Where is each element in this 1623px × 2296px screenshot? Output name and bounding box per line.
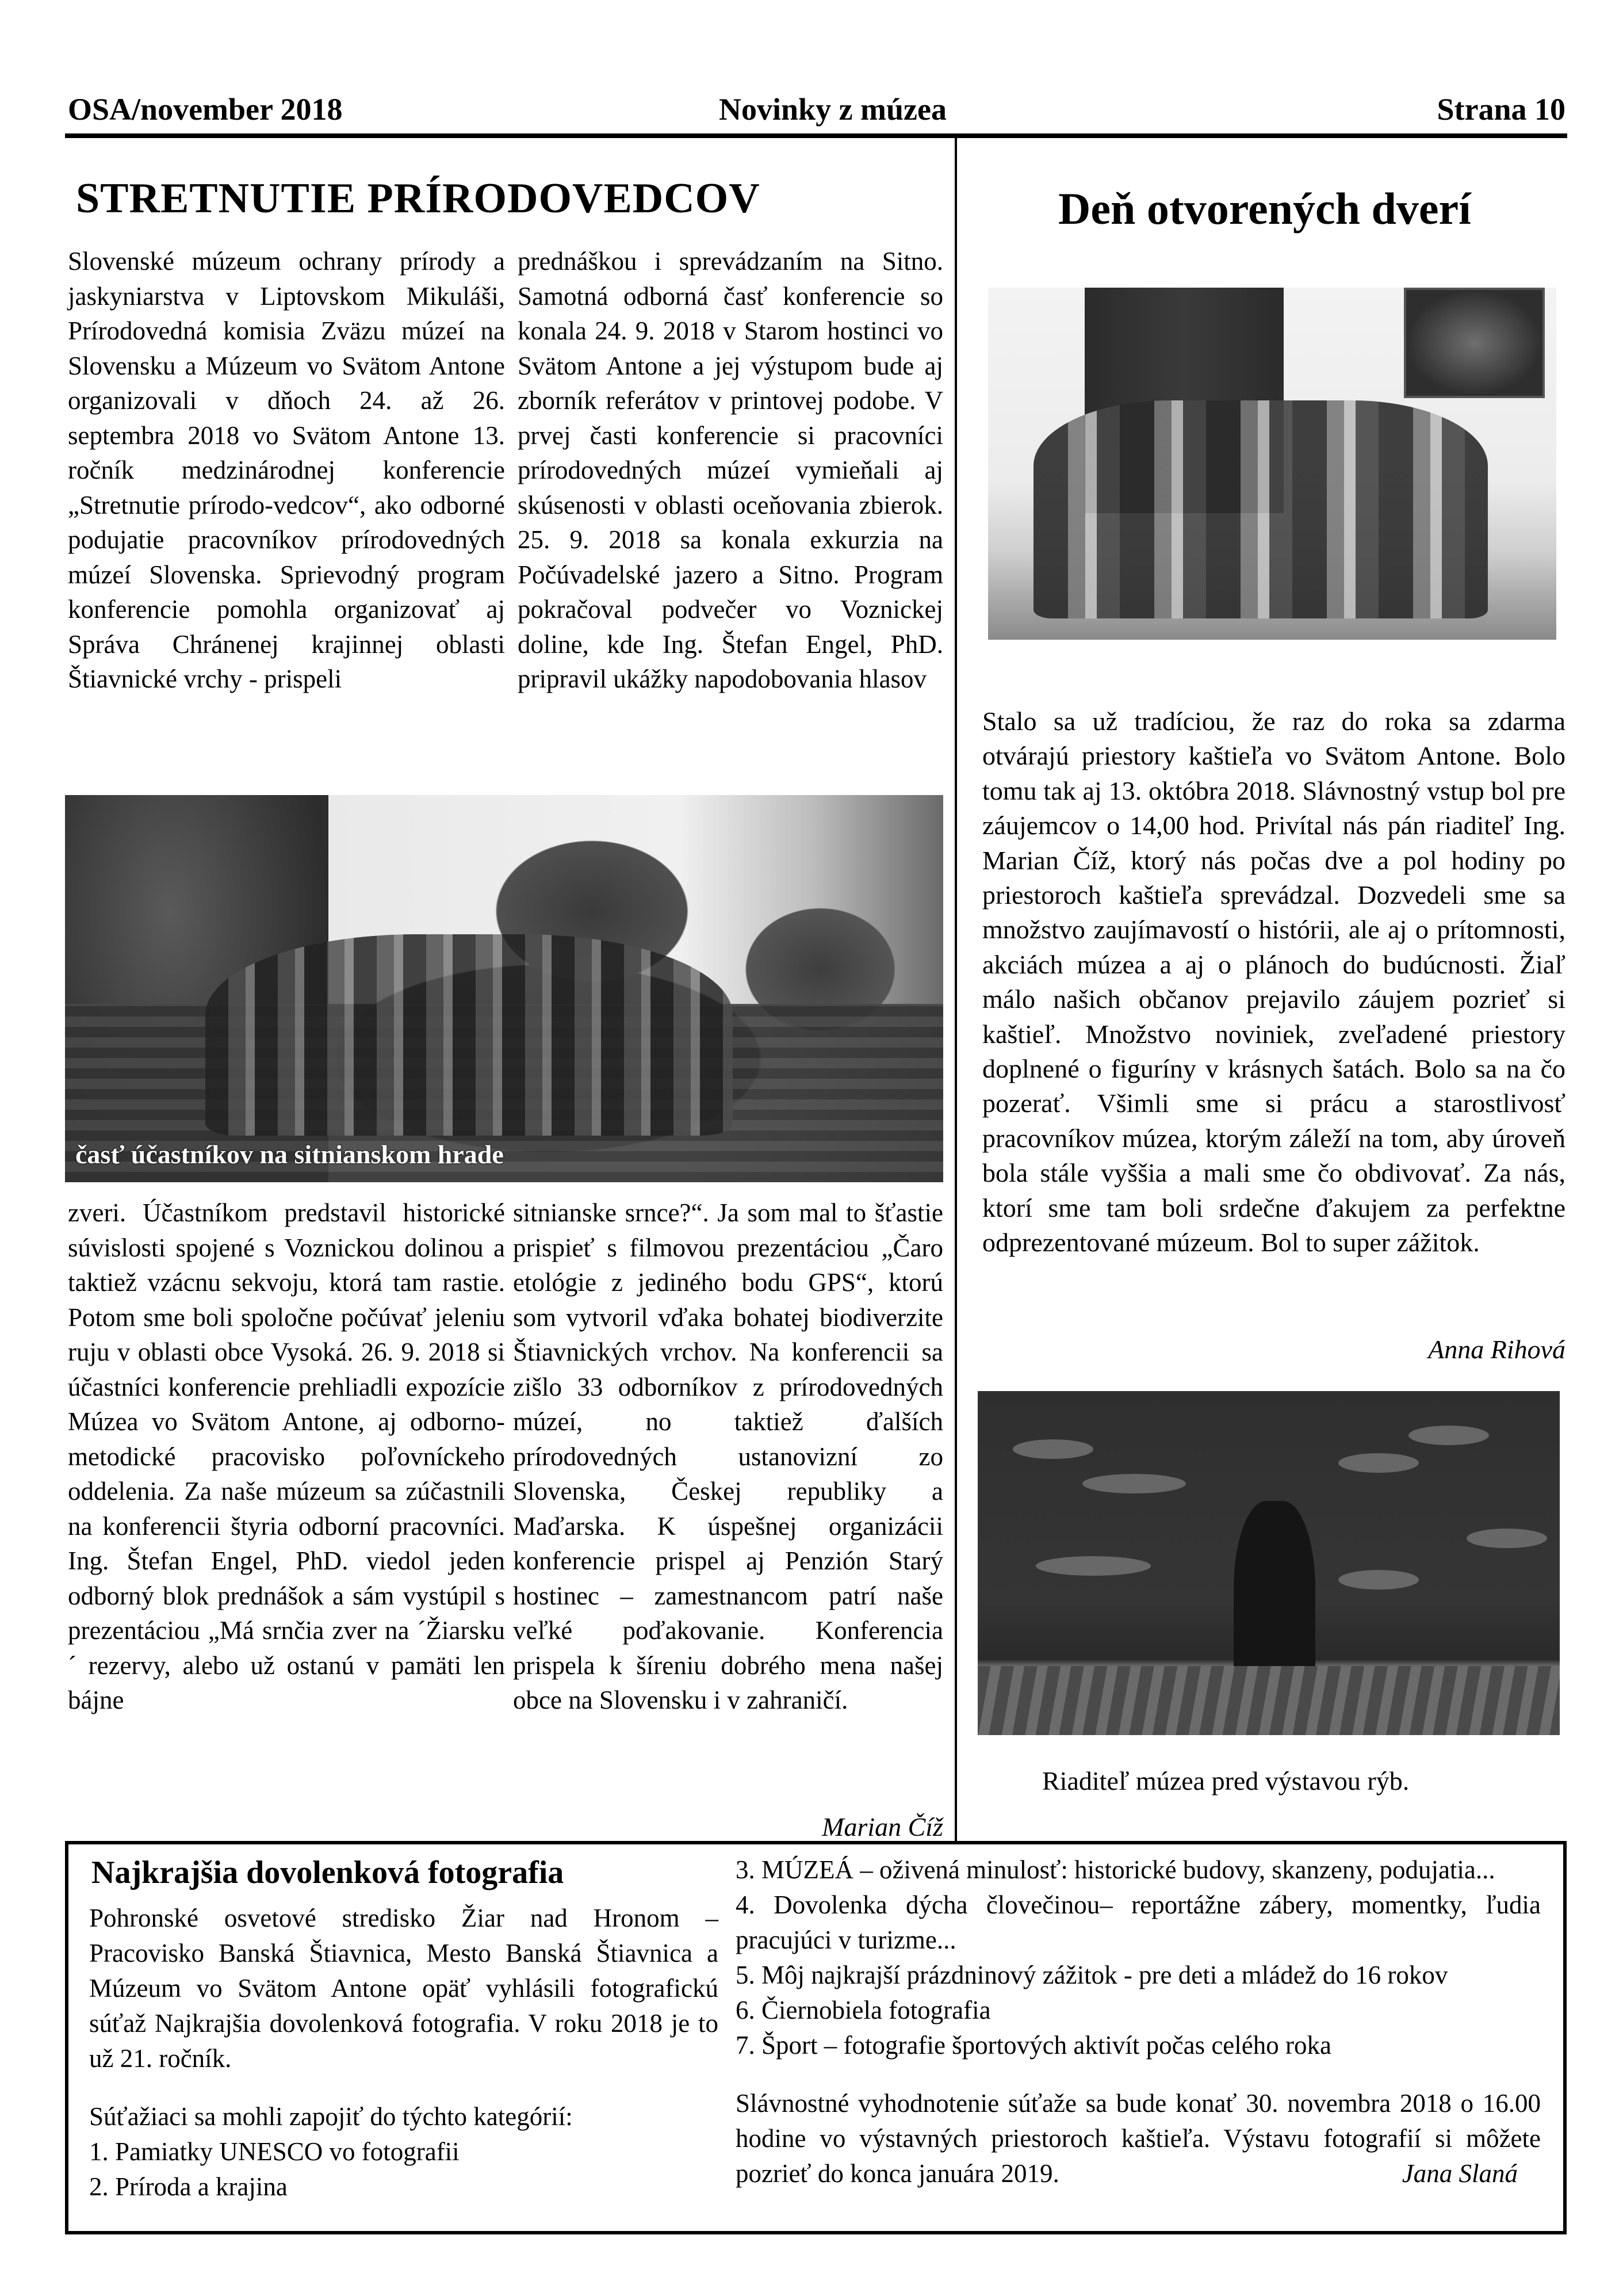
article-left-col1-top xyxy=(68,244,505,697)
paragraph: sitnianske srnce?“. Ja som mal to šťastie prispieť s filmovou prezentáciou „Čaro etológie z jediného bodu GPS“, ktorú som vytvoril vďaka bohatej biodiverzite Štiavnických vrchov. Na konferencii sa zišlo 33 odborníkov z prírodovedných múzeí, no taktiež ďalších prírodovedných ustanovizní zo Slovenska, Českej republiky a Maďarska. K úspešnej organizácii konferencie prispel aj Penzión Starý hostinec – zamestnancom patrí naše veľké poďakovanie. Konferencia prispela k šíreniu dobrého mena našej obce na Slovensku i v zahraničí. xyxy=(513,1198,943,1714)
photo-fish xyxy=(1036,1556,1151,1576)
photo-fish xyxy=(1467,1529,1547,1548)
photo-fish xyxy=(1408,1426,1489,1445)
box-title: Najkrajšia dovolenková fotografia xyxy=(91,1855,564,1890)
category-item: 1. Pamiatky UNESCO vo fotografii xyxy=(89,2137,460,2166)
paragraph: Stalo sa už tradíciou, že raz do roka sa zdarma otvárajú priestory kaštieľa vo Svätom Antone. Bolo tomu tak aj 13. októbra 2018. Slávnostný vstup bol pre záujemcov o 14,00 hod. Privítal nás pán riaditeľ Ing. Marian Číž, ktorý nás počas dve a pol hodiny po priestoroch kaštieľa sprevádzal. Dozvedeli sme sa množstvo zaujímavostí o histórii, ale aj o prítomnosti, akciách múzea a aj o plánoch do budúcnosti. Žiaľ málo našich občanov prejavilo záujem pozrieť si kaštieľ. Množstvo noviniek, zveľadené priestory doplnené o figuríny v krásnych šatách. Bolo sa na čo pozerať. Všimli sme si prácu a starostlivosť pracovníkov múzea, ktorým záleží na tom, aby úroveň bola stále vyššia a mali sme čo obdivovať. Za nás, ktorí sme tam boli srdečne ďakujem za perfektne odprezentované múzeum. Bol to super zážitok. xyxy=(982,706,1565,1258)
photo-caption-sitno: časť účastníkov na sitnianskom hrade xyxy=(75,1140,504,1169)
article-left-col1-bottom xyxy=(68,1195,505,1718)
issue-date: OSA/november 2018 xyxy=(68,92,343,127)
article-left-col2-bottom xyxy=(513,1195,943,1718)
section-title: Novinky z múzea xyxy=(719,92,947,127)
photo-director-fish-exhibit xyxy=(978,1391,1560,1735)
category-item: 5. Môj najkrajší prázdninový zážitok - pre deti a mládež do 16 rokov xyxy=(736,1961,1448,1989)
page-number: Strana 10 xyxy=(1437,92,1565,127)
paragraph: zveri. Účastníkom predstavil historické súvislosti spojené s Voznickou dolinou a taktiež vzácnu sekvoju, ktorá tam rastie. Potom sme boli spoločne počúvať jeleniu ruju v oblasti obce Vysoká. 26. 9. 2018 si účastníci konferencie prehliadli expozície Múzea vo Svätom Antone, aj odborno-metodické pracovisko poľovníckeho oddelenia. Za naše múzeum sa zúčastnili na konferencii štyria odborní pracovníci. Ing. Štefan Engel, PhD. viedol jeden odborný blok prednášok a sám vystúpil s prezentáciou „Má srnčia zver na ´Žiarsku´ rezervy, alebo už ostanú v pamäti len bájne xyxy=(68,1198,505,1714)
categories-label: Súťažiaci sa mohli zapojiť do týchto kategórií: xyxy=(89,2102,573,2131)
author-marian-ciz: Marian Číž xyxy=(822,1812,943,1842)
photo-fish xyxy=(1013,1439,1093,1459)
photo-painting xyxy=(1404,288,1545,398)
article-right-body xyxy=(982,704,1565,1260)
paragraph: Slovenské múzeum ochrany prírody a jaskyniarstva v Liptovskom Mikuláši, Prírodovedná komisia Zväzu múzeí na Slovensku a Múzeum vo Svätom Antone organizovali v dňoch 24. až 26. septembra 2018 vo Svätom Antone 13. ročník medzinárodnej konferencie „Stretnutie prírodo-vedcov“, ako odborné podujatie pracovníkov prírodovedných múzeí Slovenska. Sprievodný program konferencie pomohla organizovať aj Správa Chránenej krajinnej oblasti Štiavnické vrchy - prispeli xyxy=(68,247,505,693)
box-right-column xyxy=(736,1852,1541,2191)
photo-sitno-castle-group xyxy=(65,795,943,1182)
closing-text: Slávnostné vyhodnotenie súťaže sa bude konať 30. novembra 2018 o 16.00 hodine vo výstavných priestoroch kaštieľa. Výstavu fotografií si môžete pozrieť do konca januára 2019. xyxy=(736,2089,1541,2188)
category-item: 2. Príroda a krajina xyxy=(89,2172,288,2201)
box-closing xyxy=(736,2086,1541,2191)
category-item: 7. Šport – fotografie športových aktivít počas celého roka xyxy=(736,2031,1331,2060)
article-title-den-otvorenych-dveri: Deň otvorených dverí xyxy=(1058,184,1471,234)
article-title-stretnutie: STRETNUTIE PRÍRODOVEDCOV xyxy=(76,175,760,222)
photo-fish xyxy=(1082,1474,1186,1493)
photo-people xyxy=(1033,400,1488,618)
category-item: 3. MÚZEÁ – oživená minulosť: historické budovy, skanzeny, podujatia... xyxy=(736,1855,1495,1884)
category-item: 4. Dovolenka dýcha človečinou– reportážne zábery, momentky, ľudia pracujúci v turizme... xyxy=(736,1890,1541,1954)
photo-contest-box xyxy=(65,1841,1567,2234)
box-intro: Pohronské osvetové stredisko Žiar nad Hronom – Pracovisko Banská Štiavnica, Mesto Banská Štiavnica a Múzeum vo Svätom Antone opäť vyhlásili fotografickú súťaž Najkrajšia dovolenková fotografia. V roku 2018 je to už 21. ročník. xyxy=(89,1904,718,2073)
photo-fish xyxy=(1338,1570,1419,1590)
photo-caption-fish: Riaditeľ múzea pred výstavou rýb. xyxy=(1042,1766,1410,1795)
author-anna-rihova: Anna Rihová xyxy=(1428,1335,1565,1364)
article-left-col2-top xyxy=(518,244,943,697)
author-jana-slana: Jana Slaná xyxy=(1402,2159,1518,2188)
category-item: 6. Čiernobiela fotografia xyxy=(736,1996,991,2024)
paragraph: prednáškou i sprevádzaním na Sitno. Samotná odborná časť konferencie so konala 24. 9. 2018 v Starom hostinci vo Svätom Antone a jej výstupom bude aj zborník referátov v printovej podobe. V prvej časti konferencie si pracovníci prírodovedných múzeí vymieňali aj skúsenosti v oblasti oceňovania zbierok. 25. 9. 2018 sa konala exkurzia na Počúvadelské jazero a Sitno. Program pokračoval podvečer vo Voznickej doline, kde Ing. Štefan Engel, PhD. pripravil ukážky napodobovania hlasov xyxy=(518,247,943,693)
box-left-column xyxy=(89,1901,718,2205)
photo-open-day-group xyxy=(988,288,1556,640)
photo-people xyxy=(205,934,732,1136)
header-rule xyxy=(65,133,1567,138)
photo-fish xyxy=(1338,1453,1419,1473)
column-divider xyxy=(955,136,957,1841)
photo-floor xyxy=(978,1666,1560,1735)
